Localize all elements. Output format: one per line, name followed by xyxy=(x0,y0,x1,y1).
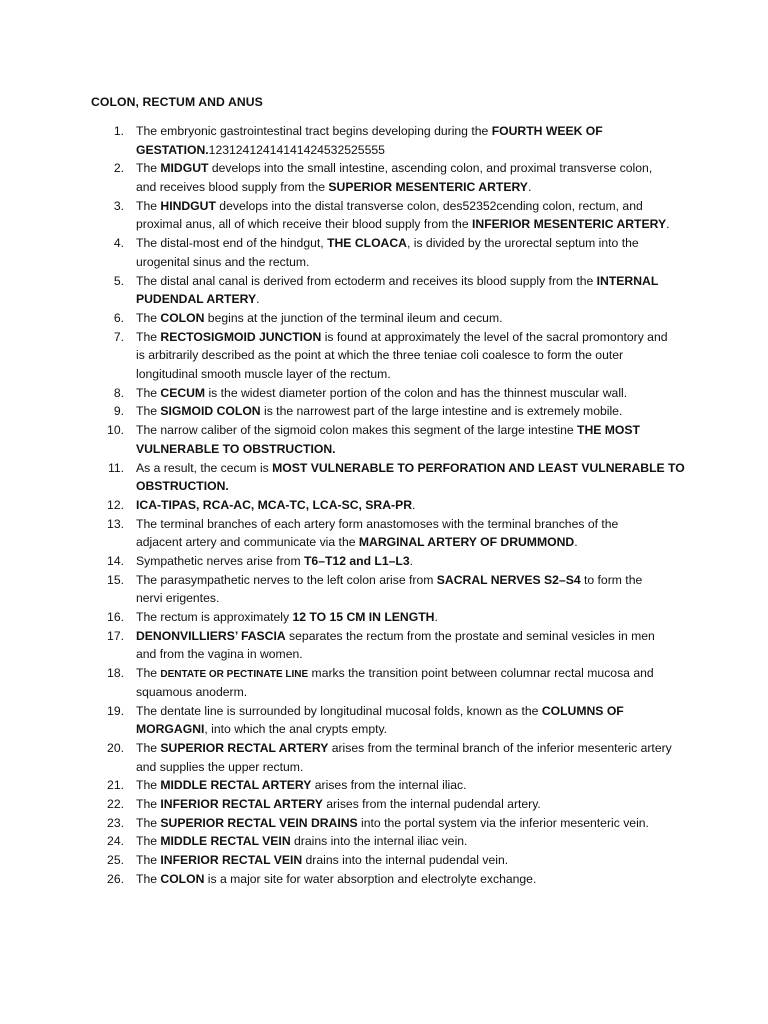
list-item-text xyxy=(136,402,686,421)
list-item-text xyxy=(136,832,686,851)
list-item-number: 20. xyxy=(107,740,124,755)
bold-term: ICA-TIPAS, RCA-AC, MCA-TC, LCA-SC, SRA-PR xyxy=(136,497,413,512)
list-item-number: 7. xyxy=(113,329,124,344)
text-line xyxy=(136,515,686,534)
text-line xyxy=(136,421,686,440)
text-line xyxy=(136,776,686,795)
list-item xyxy=(0,328,768,384)
bold-term: COLUMNS OF xyxy=(541,703,624,718)
list-item-text xyxy=(136,627,686,664)
text-segment: The dentate line is surrounded by longitudinal mucosal folds, known as the xyxy=(136,703,542,718)
bold-term: DENONVILLIERS’ FASCIA xyxy=(136,628,286,643)
text-segment: arises from the internal pudendal artery. xyxy=(322,796,541,811)
list-item xyxy=(0,496,768,515)
text-line xyxy=(136,664,686,683)
list-item-text xyxy=(136,328,686,384)
bold-term: COLON xyxy=(160,310,205,325)
list-item-text xyxy=(136,664,686,701)
list-item-text xyxy=(136,159,686,196)
list-item-number: 12. xyxy=(107,497,124,512)
text-line xyxy=(136,645,686,664)
bold-term: SIGMOID COLON xyxy=(160,404,261,419)
list-item-number: 18. xyxy=(107,666,124,681)
list-item-number: 6. xyxy=(113,310,124,325)
text-line xyxy=(136,739,686,758)
text-segment: The terminal branches of each artery form anastomoses with the terminal branches of the xyxy=(136,516,619,531)
text-segment: The xyxy=(136,329,161,344)
text-line xyxy=(136,402,686,421)
list-item xyxy=(0,459,768,496)
text-line xyxy=(136,496,686,515)
text-line xyxy=(136,533,686,552)
list-item-text xyxy=(136,122,686,159)
list-item-number: 22. xyxy=(107,796,124,811)
document-title: COLON, RECTUM AND ANUS xyxy=(91,95,263,109)
text-line xyxy=(136,290,686,309)
bold-term: INFERIOR MESENTERIC ARTERY xyxy=(472,217,667,232)
list-item-text xyxy=(136,421,686,458)
list-item-text xyxy=(136,814,686,833)
list-item-number: 17. xyxy=(107,628,124,643)
list-item xyxy=(0,851,768,870)
text-segment: The distal anal canal is derived from ectoderm and receives its blood supply from the xyxy=(136,273,597,288)
list-item-number: 21. xyxy=(107,778,124,793)
text-segment: The xyxy=(136,666,161,681)
text-segment: . xyxy=(409,553,414,568)
text-line xyxy=(136,720,686,739)
text-segment: The narrow caliber of the sigmoid colon makes this segment of the large intestine xyxy=(136,423,578,438)
text-line xyxy=(136,141,686,160)
list-item-number: 25. xyxy=(107,853,124,868)
text-line xyxy=(136,309,686,328)
text-line xyxy=(136,758,686,777)
text-segment: . xyxy=(574,535,578,550)
list-item xyxy=(0,272,768,309)
list-item xyxy=(0,515,768,552)
text-segment: As a result, the cecum is xyxy=(136,460,273,475)
text-segment: urogenital sinus and the rectum. xyxy=(136,254,310,269)
text-segment: and supplies the upper rectum. xyxy=(136,759,304,774)
text-segment: is arbitrarily described as the point at which the three teniae coli coalesce to form the outer xyxy=(136,348,624,363)
list-item-number: 5. xyxy=(113,273,124,288)
list-item-number: 13. xyxy=(107,516,124,531)
list-item-text xyxy=(136,197,686,234)
list-item-number: 23. xyxy=(107,815,124,830)
list-item-number: 2. xyxy=(113,161,124,176)
list-item-number: 10. xyxy=(107,423,124,438)
list-item-text xyxy=(136,272,686,309)
bold-term: CECUM xyxy=(160,385,206,400)
text-line xyxy=(136,683,686,702)
bold-term: GESTATION. xyxy=(136,142,209,157)
list-item-number: 4. xyxy=(113,236,124,251)
list-item xyxy=(0,122,768,159)
text-segment: The xyxy=(136,796,161,811)
bold-term: SUPERIOR RECTAL ARTERY xyxy=(160,740,329,755)
text-segment: The embryonic gastrointestinal tract begins developing during the xyxy=(136,124,492,138)
list-item xyxy=(0,571,768,608)
list-item xyxy=(0,702,768,739)
text-line xyxy=(136,477,686,496)
list-item-number: 19. xyxy=(107,703,124,718)
text-segment: longitudinal smooth muscle layer of the rectum. xyxy=(136,367,391,382)
text-segment: is found at approximately the level of the sacral promontory and xyxy=(321,329,668,344)
text-segment: and receives blood supply from the xyxy=(136,180,329,195)
text-segment: The rectum is approximately xyxy=(136,610,293,625)
bold-term: MIDDLE RECTAL VEIN xyxy=(160,834,291,849)
bold-term: VULNERABLE TO OBSTRUCTION. xyxy=(136,441,336,456)
list-item-number: 15. xyxy=(107,572,124,587)
list-item-text xyxy=(136,496,686,515)
list-item xyxy=(0,608,768,627)
text-segment: nervi erigentes. xyxy=(136,591,220,606)
text-segment: The xyxy=(136,404,161,419)
text-line xyxy=(136,851,686,870)
text-line xyxy=(136,178,686,197)
list-item xyxy=(0,159,768,196)
text-segment: The parasympathetic nerves to the left colon arise from xyxy=(136,572,437,587)
text-segment: The xyxy=(136,815,161,830)
list-item xyxy=(0,552,768,571)
list-item-number: 3. xyxy=(113,198,124,213)
list-item-text xyxy=(136,608,686,627)
list-item xyxy=(0,664,768,701)
bold-term: MIDDLE RECTAL ARTERY xyxy=(160,778,312,793)
text-segment: develops into the distal transverse colon, des52352cending colon, rectum, and xyxy=(215,198,643,213)
bold-term: SACRAL NERVES S2–S4 xyxy=(436,572,581,587)
list-item-number: 16. xyxy=(107,610,124,625)
bold-term: COLON xyxy=(160,871,205,886)
list-item-text xyxy=(136,870,686,889)
text-line xyxy=(136,814,686,833)
text-segment: marks the transition point between columnar rectal mucosa and xyxy=(308,666,654,681)
text-segment: The distal-most end of the hindgut, xyxy=(136,236,328,251)
text-segment: . xyxy=(527,180,532,195)
text-segment: is a major site for water absorption and electrolyte exchange. xyxy=(204,871,537,886)
bold-term: MIDGUT xyxy=(160,161,209,176)
list-item xyxy=(0,776,768,795)
list-item-text xyxy=(136,851,686,870)
text-segment: begins at the junction of the terminal ileum and cecum. xyxy=(204,310,503,325)
list-item xyxy=(0,832,768,851)
text-segment: proximal anus, all of which receive their blood supply from the xyxy=(136,217,472,232)
list-item xyxy=(0,197,768,234)
list-item-text xyxy=(136,515,686,552)
list-item xyxy=(0,870,768,889)
list-item xyxy=(0,795,768,814)
text-line xyxy=(136,234,686,253)
numbered-list xyxy=(0,122,768,888)
list-item-text xyxy=(136,459,686,496)
text-segment: separates the rectum from the prostate and seminal vesicles in men xyxy=(285,628,655,643)
bold-term: OBSTRUCTION. xyxy=(136,479,229,494)
bold-term: THE MOST xyxy=(577,423,640,438)
text-line xyxy=(136,122,686,141)
text-line xyxy=(136,328,686,347)
text-segment: arises from the internal iliac. xyxy=(311,778,467,793)
text-segment: into the portal system via the inferior mesenteric vein. xyxy=(357,815,649,830)
bold-term: MORGAGNI xyxy=(136,722,205,737)
text-line xyxy=(136,552,686,571)
text-line xyxy=(136,197,686,216)
bold-term: MARGINAL ARTERY OF DRUMMOND xyxy=(358,535,575,550)
text-segment: The xyxy=(136,778,161,793)
text-line xyxy=(136,870,686,889)
list-item-text xyxy=(136,552,686,571)
text-line xyxy=(136,440,686,459)
bold-term: HINDGUT xyxy=(160,198,216,213)
list-item xyxy=(0,384,768,403)
text-segment: Sympathetic nerves arise from xyxy=(136,553,304,568)
text-line xyxy=(136,215,686,234)
text-segment: , is divided by the urorectal septum into the xyxy=(406,236,639,251)
text-line xyxy=(136,702,686,721)
bold-term: THE CLOACA xyxy=(327,236,407,251)
text-line xyxy=(136,365,686,384)
bold-term: MOST VULNERABLE TO PERFORATION AND LEAST VULNERABLE TO xyxy=(272,460,685,475)
list-item-text xyxy=(136,234,686,271)
list-item-number: 14. xyxy=(107,553,124,568)
bold-term: RECTOSIGMOID JUNCTION xyxy=(160,329,322,344)
list-item-number: 24. xyxy=(107,834,124,849)
bold-term: INFERIOR RECTAL ARTERY xyxy=(160,796,323,811)
list-item-text xyxy=(136,795,686,814)
list-item-number: 9. xyxy=(113,404,124,419)
text-segment: , into which the anal crypts empty. xyxy=(204,722,388,737)
list-item-number: 26. xyxy=(107,871,124,886)
text-line xyxy=(136,346,686,365)
text-segment: develops into the small intestine, ascending colon, and proximal transverse colon, xyxy=(208,161,653,176)
text-line xyxy=(136,795,686,814)
bold-term: SUPERIOR MESENTERIC ARTERY xyxy=(328,180,528,195)
text-segment: adjacent artery and communicate via the xyxy=(136,535,359,550)
list-item-number: 1. xyxy=(113,124,124,138)
bold-term: INTERNAL xyxy=(596,273,659,288)
text-segment: . xyxy=(256,292,260,307)
list-item xyxy=(0,421,768,458)
list-item-text xyxy=(136,571,686,608)
text-line xyxy=(136,384,686,403)
list-item xyxy=(0,814,768,833)
text-segment: The xyxy=(136,310,161,325)
text-line xyxy=(136,571,686,590)
text-line xyxy=(136,459,686,478)
text-segment: The xyxy=(136,834,161,849)
text-segment: to form the xyxy=(580,572,643,587)
text-segment: The xyxy=(136,871,161,886)
text-segment: The xyxy=(136,853,161,868)
text-segment: . xyxy=(434,610,438,625)
text-segment: 12312412414141424532525555 xyxy=(208,142,385,157)
text-segment: is the narrowest part of the large intestine and is extremely mobile. xyxy=(260,404,623,419)
text-line xyxy=(136,608,686,627)
list-item-number: 11. xyxy=(107,460,124,475)
bold-term: PUDENDAL ARTERY xyxy=(136,292,257,307)
bold-term: 12 TO 15 CM IN LENGTH xyxy=(292,610,435,625)
text-line xyxy=(136,272,686,291)
bold-term: INFERIOR RECTAL VEIN xyxy=(160,853,303,868)
text-segment: is the widest diameter portion of the colon and has the thinnest muscular wall. xyxy=(205,385,628,400)
text-segment: arises from the terminal branch of the inferior mesenteric artery xyxy=(328,740,672,755)
text-segment: . xyxy=(412,497,416,512)
list-item-number: 8. xyxy=(113,385,124,400)
text-segment: The xyxy=(136,740,161,755)
bold-term: SUPERIOR RECTAL VEIN DRAINS xyxy=(160,815,358,830)
text-line xyxy=(136,589,686,608)
list-item-text xyxy=(136,384,686,403)
list-item xyxy=(0,309,768,328)
bold-term: T6–T12 and L1–L3 xyxy=(303,553,410,568)
text-segment: drains into the internal pudendal vein. xyxy=(302,853,509,868)
list-item-text xyxy=(136,776,686,795)
bold-term: FOURTH WEEK OF xyxy=(491,124,603,138)
list-item-text xyxy=(136,309,686,328)
text-line xyxy=(136,159,686,178)
list-item-text xyxy=(136,739,686,776)
text-segment: The xyxy=(136,161,161,176)
text-line xyxy=(136,832,686,851)
text-line xyxy=(136,253,686,272)
list-item xyxy=(0,739,768,776)
text-segment: squamous anoderm. xyxy=(136,684,248,699)
text-segment: The xyxy=(136,198,161,213)
text-segment: drains into the internal iliac vein. xyxy=(290,834,468,849)
list-item xyxy=(0,627,768,664)
text-line xyxy=(136,627,686,646)
list-item xyxy=(0,234,768,271)
list-item-text xyxy=(136,702,686,739)
text-segment: . xyxy=(666,217,670,232)
bold-term: DENTATE OR PECTINATE LINE xyxy=(160,669,309,681)
text-segment: and from the vagina in women. xyxy=(136,647,303,662)
list-item xyxy=(0,402,768,421)
text-segment: The xyxy=(136,385,161,400)
